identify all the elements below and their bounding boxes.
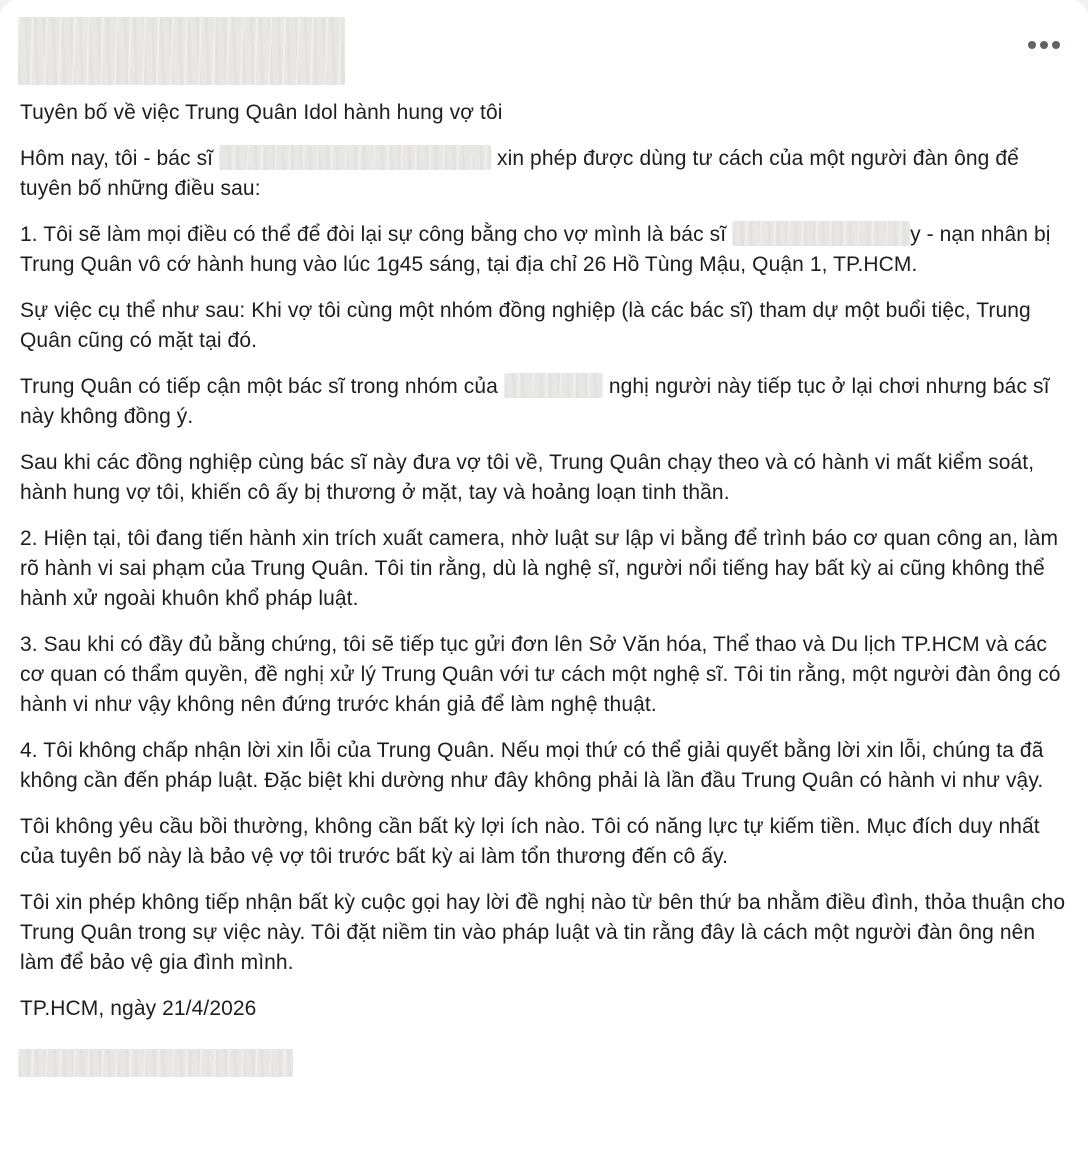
post-text: Tôi không yêu cầu bồi thường, không cần bất kỳ lợi ích nào. Tôi có năng lực tự kiếm tiền. Mục đích duy nhất của tuyên bố này là bảo vệ vợ tôi trước bất kỳ ai làm tổn thương đến cô ấy. — [20, 815, 1040, 868]
redacted-text-block — [504, 373, 603, 398]
post-header — [0, 0, 1088, 85]
ellipsis-horizontal-icon — [1052, 41, 1060, 49]
post-paragraph — [20, 296, 1066, 356]
post-text: 2. Hiện tại, tôi đang tiến hành xin trích xuất camera, nhờ luật sư lập vi bằng để trình báo cơ quan công an, làm rõ hành vi sai phạm của Trung Quân. Tôi tin rằng, dù là nghệ sĩ, người nổi tiếng hay bất kỳ ai cũng không thể hành xử ngoài khuôn khổ pháp luật. — [20, 527, 1059, 610]
post-paragraph — [20, 98, 1066, 128]
post-text: Trung Quân có tiếp cận một bác sĩ trong nhóm của — [20, 375, 504, 398]
post-body — [0, 85, 1088, 1024]
post-paragraph — [20, 144, 1066, 204]
ellipsis-horizontal-icon — [1040, 41, 1048, 49]
post-text: Tuyên bố về việc Trung Quân Idol hành hung vợ tôi — [20, 101, 503, 124]
post-text: Tôi xin phép không tiếp nhận bất kỳ cuộc gọi hay lời đề nghị nào từ bên thứ ba nhằm điều đình, thỏa thuận cho Trung Quân trong sự việc này. Tôi đặt niềm tin vào pháp luật và tin rằng đây là cách một người đàn ông nên làm để bảo vệ gia đình mình. — [20, 891, 1066, 974]
post-text: 4. Tôi không chấp nhận lời xin lỗi của Trung Quân. Nếu mọi thứ có thể giải quyết bằng lời xin lỗi, chúng ta đã không cần đến pháp luật. Đặc biệt khi dường như đây không phải là lần đầu Trung Quân có hành vi như vậy. — [20, 739, 1044, 792]
post-text: TP.HCM, ngày 21/4/2026 — [20, 997, 257, 1020]
post-paragraph — [20, 736, 1066, 796]
more-options-button[interactable] — [1024, 33, 1064, 57]
post-text: Sự việc cụ thể như sau: Khi vợ tôi cùng một nhóm đồng nghiệp (là các bác sĩ) tham dự một buổi tiệc, Trung Quân cũng có mặt tại đó. — [20, 299, 1031, 352]
post-text: 3. Sau khi có đầy đủ bằng chứng, tôi sẽ tiếp tục gửi đơn lên Sở Văn hóa, Thể thao và Du lịch TP.HCM và các cơ quan có thẩm quyền, đề nghị xử lý Trung Quân với tư cách một nghệ sĩ. Tôi tin rằng, một người đàn ông có hành vi như vậy không nên đứng trước khán giả để làm nghệ thuật. — [20, 633, 1061, 716]
post-paragraph — [20, 994, 1066, 1024]
post-paragraph — [20, 812, 1066, 872]
post-paragraph — [20, 630, 1066, 720]
redacted-author-block — [18, 17, 345, 85]
post-text: Sau khi các đồng nghiệp cùng bác sĩ này đưa vợ tôi về, Trung Quân chạy theo và có hành vi mất kiểm soát, hành hung vợ tôi, khiến cô ấy bị thương ở mặt, tay và hoảng loạn tinh thần. — [20, 451, 1035, 504]
ellipsis-horizontal-icon — [1028, 41, 1036, 49]
redacted-text-block — [219, 145, 491, 170]
redacted-text-block — [732, 221, 910, 246]
post-paragraph — [20, 448, 1066, 508]
post-text: 1. Tôi sẽ làm mọi điều có thể để đòi lại sự công bằng cho vợ mình là bác sĩ — [20, 223, 733, 246]
post-paragraph — [20, 220, 1066, 280]
post-paragraph — [20, 524, 1066, 614]
post-text: y - nạn nhân bị Trung Quân vô cớ hành hung vào lúc 1g45 sáng, tại địa chỉ 26 Hồ Tùng Mậu, Quận 1, TP.HCM. — [20, 223, 1051, 276]
post-paragraph — [20, 888, 1066, 978]
post-text: nghị người này tiếp tục ở lại chơi nhưng bác sĩ này không đồng ý. — [20, 375, 1050, 428]
post-text: xin phép được dùng tư cách của một người đàn ông để tuyên bố những điều sau: — [20, 147, 1019, 200]
post-text: Hôm nay, tôi - bác sĩ — [20, 147, 220, 170]
redacted-signature-block — [18, 1049, 293, 1077]
post-paragraph — [20, 372, 1066, 432]
